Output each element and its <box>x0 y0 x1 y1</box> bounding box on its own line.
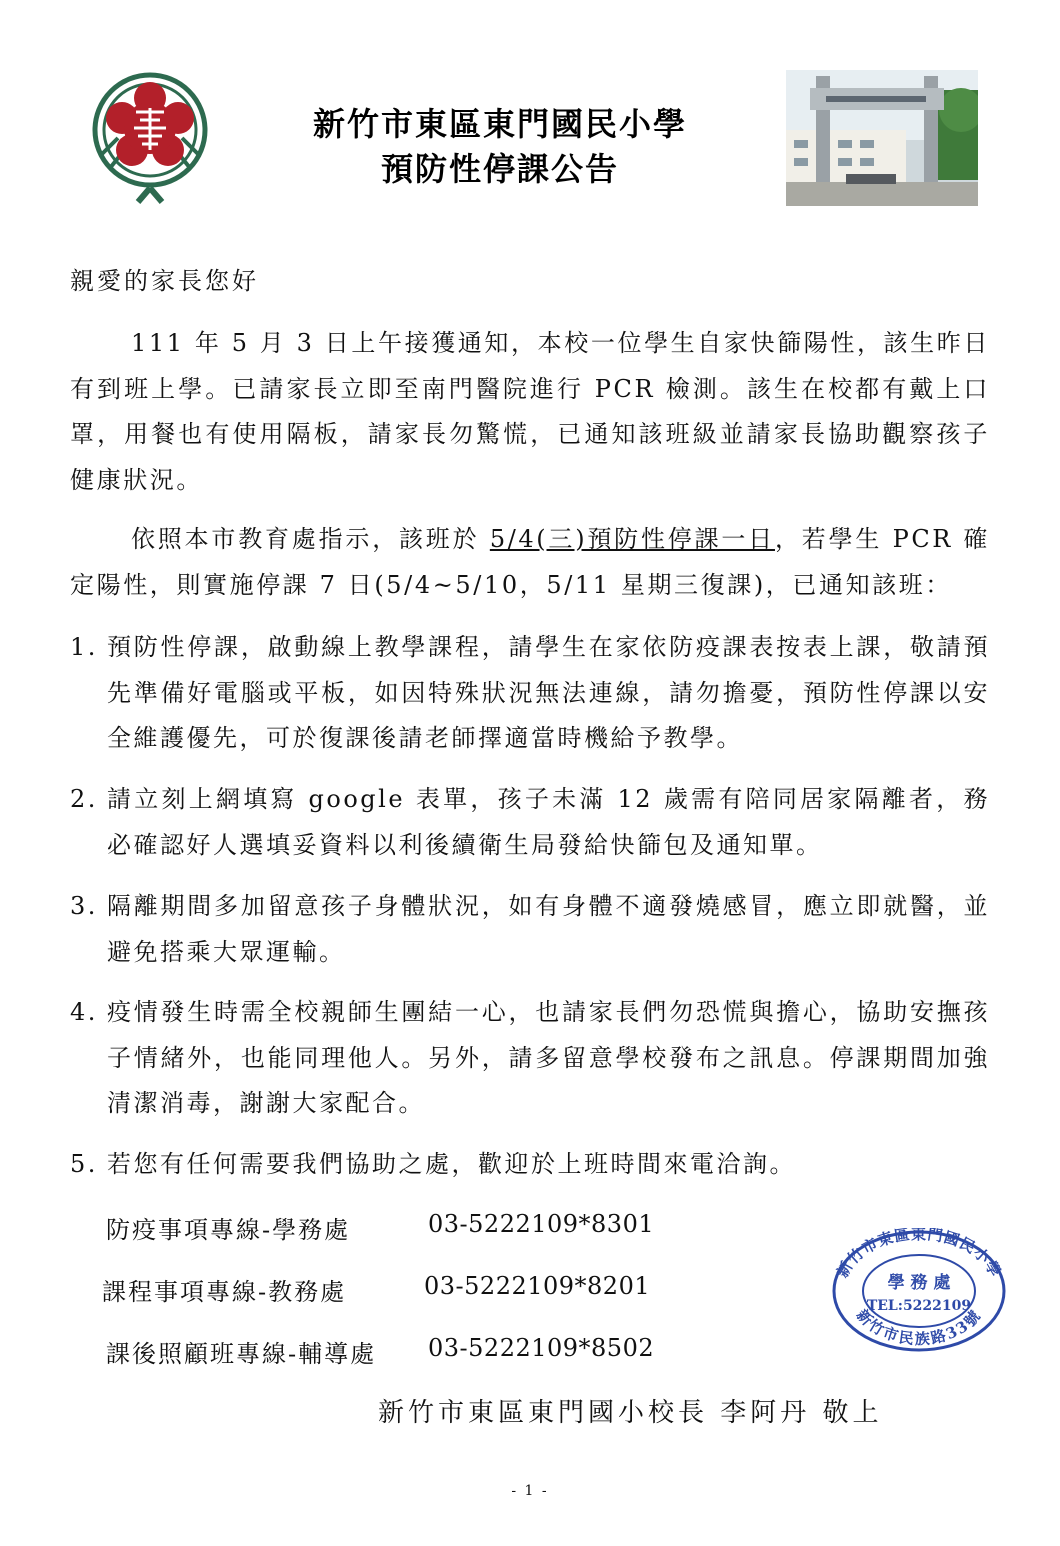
contact-line <box>102 1272 651 1307</box>
suspension-intro: 依照本市教育處指示，該班於 <box>131 525 490 553</box>
item-text: 隔離期間多加留意孩子身體狀況，如有身體不適發燒感冒，應立即就醫，並避免搭乘大眾運輸。 <box>107 892 990 966</box>
svg-text:新竹市民族路33號: 新竹市民族路33號 <box>852 1305 986 1349</box>
contact-label: 課後照顧班專線-輔導處 <box>106 1340 377 1368</box>
item-text: 預防性停課，啟動線上教學課程，請學生在家依防疫課表按表上課，敬請預先準備好電腦或平板，如因特殊狀況無法連線，請勿擔憂，預防性停課以安全維護優先，可於復課後請老師擇適當時機給予教學。 <box>107 633 990 752</box>
list-item <box>70 777 990 868</box>
page-number: - 1 - <box>511 1483 549 1499</box>
svg-text:TEL:5222109: TEL:5222109 <box>866 1298 972 1314</box>
contact-phone: 03-5222109*8502 <box>428 1334 655 1362</box>
principal-signature: 新竹市東區東門國小校長 李阿丹 敬上 <box>378 1398 883 1428</box>
contact-label: 課程事項專線-教務處 <box>102 1278 347 1306</box>
item-number: 2. <box>70 785 98 813</box>
svg-text:學 務 處: 學 務 處 <box>887 1273 951 1293</box>
school-emblem-icon <box>88 68 212 204</box>
list-item <box>70 625 990 762</box>
item-number: 3. <box>70 892 98 920</box>
paragraph-suspension <box>70 517 990 608</box>
item-number: 1. <box>70 633 98 661</box>
suspension-details: ，若學生 PCR 確定陽性，則實施停課 7 日(5/4~5/10，5/11 星期三復課)，已通知該班： <box>70 525 991 599</box>
greeting: 親愛的家長您好 <box>70 267 259 295</box>
svg-text:新竹市東區東門國民小學: 新竹市東區東門國民小學 <box>833 1228 1005 1281</box>
contact-phone: 03-5222109*8301 <box>428 1210 655 1238</box>
contact-phone: 03-5222109*8201 <box>424 1272 651 1300</box>
official-seal-stamp <box>830 1228 1008 1354</box>
contact-line <box>106 1210 655 1245</box>
item-number: 5. <box>70 1150 98 1178</box>
notice-header <box>280 102 720 192</box>
paragraph-notification: 111 年 5 月 3 日上午接獲通知，本校一位學生自家快篩陽性，該生昨日有到班上學。已請家長立即至南門醫院進行 PCR 檢測。該生在校都有戴上口罩，用餐也有使用隔板，請家長勿驚慌，已通知該班級並請家長協助觀察孩子健康狀況。 <box>70 329 990 494</box>
item-text: 若您有任何需要我們協助之處，歡迎於上班時間來電洽詢。 <box>107 1150 796 1178</box>
suspension-date: 5/4(三)預防性停課一日 <box>489 525 775 553</box>
notice-title: 預防性停課公告 <box>380 150 619 188</box>
school-name: 新竹市東區東門國民小學 <box>312 105 687 143</box>
item-text: 疫情發生時需全校親師生團結一心，也請家長們勿恐慌與擔心，協助安撫孩子情緒外，也能同理他人。另外，請多留意學校發布之訊息。停課期間加強清潔消毒，謝謝大家配合。 <box>107 998 990 1117</box>
contact-label: 防疫事項專線-學務處 <box>106 1216 351 1244</box>
list-item <box>70 990 990 1127</box>
contact-line <box>106 1334 655 1369</box>
school-gate-photo <box>786 70 978 206</box>
item-number: 4. <box>70 998 98 1026</box>
item-text: 請立刻上網填寫 google 表單，孩子未滿 12 歲需有陪同居家隔離者，務必確認好人選填妥資料以利後續衛生局發給快篩包及通知單。 <box>107 785 990 859</box>
list-item <box>70 884 990 975</box>
list-item <box>70 1142 990 1188</box>
